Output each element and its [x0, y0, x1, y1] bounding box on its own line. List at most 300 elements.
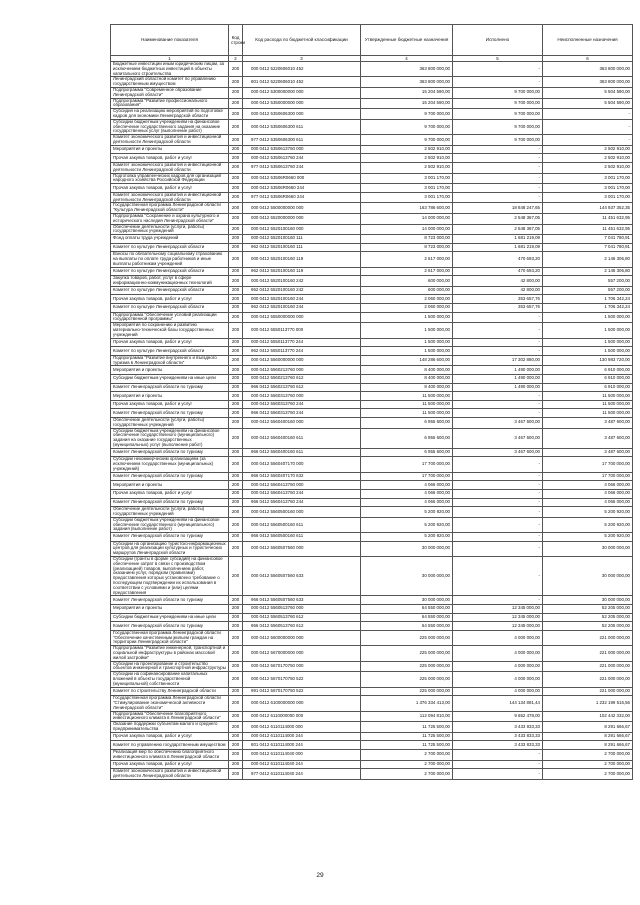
row-executed-amount: - [453, 154, 543, 163]
row-line-code: 200 [229, 769, 243, 780]
row-indicator-name: Комитет Ленинградской области по туризму [111, 472, 229, 481]
row-classification-code: 000 0412 5560407170 000 [243, 457, 361, 472]
row-unexecuted-amount: 17 700 000,00 [543, 472, 633, 481]
table-row [111, 192, 633, 203]
row-classification-code: 977 0412 53506R0660 244 [243, 192, 361, 203]
row-indicator-name: Субсидии на проектирование и строительство объектов инженерной и транспортной инфраструктуры [111, 661, 229, 672]
row-executed-amount: - [453, 541, 543, 556]
row-unexecuted-amount: 11 500 000,00 [543, 400, 633, 409]
row-line-code: 200 [229, 383, 243, 392]
row-approved-amount: 225 000 000,00 [361, 687, 453, 696]
page-number: 29 [316, 872, 324, 879]
row-unexecuted-amount: 4 066 000,00 [543, 481, 633, 490]
row-executed-amount: - [453, 481, 543, 490]
row-approved-amount: 11 500 000,00 [361, 400, 453, 409]
row-executed-amount: 9 700 000,00 [453, 119, 543, 134]
row-line-code: 200 [229, 732, 243, 741]
table-header-row [111, 25, 633, 56]
row-line-code: 200 [229, 687, 243, 696]
row-classification-code: 000 0412 5550113770 244 [243, 338, 361, 347]
row-classification-code: 000 0412 5350606300 000 [243, 109, 361, 120]
row-classification-code: 000 0412 5560513760 612 [243, 613, 361, 622]
row-approved-amount: 225 000 000,00 [361, 630, 453, 645]
table-row [111, 732, 633, 741]
table-row [111, 135, 633, 146]
row-indicator-name: Бюджетные инвестиции иным юридическим лицам, за исключением бюджетных инвестиций в объекты капитального строительства [111, 62, 229, 77]
row-indicator-name: Государственная программа Ленинградской области "Обеспечение качественным жильем граждан на территории Ленинградской области" [111, 630, 229, 645]
table-row [111, 203, 633, 214]
row-unexecuted-amount: - [543, 109, 633, 120]
row-unexecuted-amount: 52 205 000,00 [543, 613, 633, 622]
row-classification-code: 000 0412 6110114000 000 [243, 722, 361, 733]
row-executed-amount: - [453, 596, 543, 605]
row-approved-amount: 17 700 000,00 [361, 472, 453, 481]
row-classification-code: 000 0412 5560313760 000 [243, 392, 361, 401]
row-approved-amount: 30 000 000,00 [361, 557, 453, 596]
row-executed-amount: 2 548 367,05 [453, 224, 543, 235]
table-row [111, 749, 633, 760]
row-approved-amount: 2 502 910,00 [361, 162, 453, 173]
row-indicator-name: Обеспечение деятельности (услуги, работы) государственных учреждений [111, 507, 229, 518]
row-classification-code: 000 0412 6110114040 000 [243, 749, 361, 760]
row-unexecuted-amount: 1 706 342,24 [543, 304, 633, 313]
row-indicator-name: Подпрограмма "Сохранение и охрана культурного и исторического наследия Ленинградской области" [111, 213, 229, 224]
row-approved-amount: 9 700 000,00 [361, 119, 453, 134]
table-row [111, 323, 633, 338]
row-approved-amount: 1 500 000,00 [361, 323, 453, 338]
row-unexecuted-amount: 221 000 000,00 [543, 630, 633, 645]
row-indicator-name: Прочая закупка товаров, работ и услуг [111, 184, 229, 193]
table-row [111, 541, 633, 556]
row-executed-amount: 353 657,76 [453, 304, 543, 313]
table-row [111, 235, 633, 244]
row-approved-amount: 11 725 500,00 [361, 732, 453, 741]
row-classification-code: 000 0412 5560507560 000 [243, 541, 361, 556]
row-classification-code: 966 0412 5560413760 244 [243, 498, 361, 507]
row-classification-code: 000 0412 5520000000 000 [243, 213, 361, 224]
row-line-code: 200 [229, 312, 243, 323]
row-approved-amount: 600 000,00 [361, 276, 453, 287]
row-indicator-name: Комитет по культуре Ленинградской области [111, 347, 229, 356]
column-number: 5 [453, 56, 543, 62]
row-line-code: 200 [229, 184, 243, 193]
row-indicator-name: Комитет Ленинградской области по туризму [111, 622, 229, 631]
row-classification-code: 000 0412 6110114040 244 [243, 760, 361, 769]
row-executed-amount: - [453, 347, 543, 356]
row-approved-amount: 2 617 000,00 [361, 267, 453, 276]
row-classification-code: 000 0412 5600000000 000 [243, 630, 361, 645]
table-row [111, 417, 633, 428]
row-approved-amount: 6 955 600,00 [361, 417, 453, 428]
row-approved-amount: 17 700 000,00 [361, 457, 453, 472]
row-executed-amount: - [453, 749, 543, 760]
table-row [111, 489, 633, 498]
row-approved-amount: 1 500 000,00 [361, 347, 453, 356]
row-line-code: 200 [229, 203, 243, 214]
row-indicator-name: Субсидии бюджетным учреждениям на финансовое обеспечение государственного задания на оказание государственных услуг (выполнение работ) [111, 119, 229, 134]
row-approved-amount: 2 617 000,00 [361, 252, 453, 267]
row-executed-amount: 4 000 000,00 [453, 661, 543, 672]
row-executed-amount: 17 302 880,00 [453, 355, 543, 366]
row-indicator-name: Оказание поддержки субъектам малого и среднего предпринимательства [111, 722, 229, 733]
row-classification-code: 801 0412 5220606010 452 [243, 77, 361, 88]
row-line-code: 200 [229, 472, 243, 481]
row-classification-code: 000 0412 5560213760 000 [243, 366, 361, 375]
row-approved-amount: 2 060 000,00 [361, 295, 453, 304]
table-row [111, 213, 633, 224]
row-approved-amount: 225 000 000,00 [361, 661, 453, 672]
row-indicator-name: Комитет экономического развития и инвестиционной деятельности Ленинградской области [111, 135, 229, 146]
row-indicator-name: Государственная программа Ленинградской области "Культура Ленинградской области" [111, 203, 229, 214]
row-line-code: 200 [229, 77, 243, 88]
row-unexecuted-amount: 1 232 199 516,56 [543, 696, 633, 711]
table-row [111, 630, 633, 645]
row-indicator-name: Субсидии некоммерческим организациям (за исключением государственных (муниципальных) учреждений) [111, 457, 229, 472]
row-approved-amount: 225 000 000,00 [361, 646, 453, 661]
row-unexecuted-amount: 2 146 306,80 [543, 267, 633, 276]
row-unexecuted-amount: 7 041 780,91 [543, 235, 633, 244]
row-approved-amount: 15 204 590,00 [361, 87, 453, 98]
row-classification-code: 966 0412 5560500160 611 [243, 533, 361, 542]
row-executed-amount: - [453, 62, 543, 77]
row-indicator-name: Прочая закупка товаров, работ и услуг [111, 154, 229, 163]
table-row [111, 62, 633, 77]
row-indicator-name: Субсидии на софинансирование капитальных вложений в объекты государственной (муниципальной) собственности [111, 672, 229, 687]
row-indicator-name: Субсидии на организацию туристско-информационных центров для реализации культурных и туристических маршрутов Ленинградской области [111, 541, 229, 556]
row-unexecuted-amount: 7 041 780,91 [543, 243, 633, 252]
row-executed-amount: - [453, 498, 543, 507]
row-approved-amount: 9 700 000,00 [361, 135, 453, 146]
row-executed-amount: - [453, 557, 543, 596]
row-line-code: 200 [229, 154, 243, 163]
row-line-code: 200 [229, 696, 243, 711]
row-line-code: 200 [229, 62, 243, 77]
row-indicator-name: Комитет по культуре Ленинградской области [111, 304, 229, 313]
row-executed-amount: 3 433 833,33 [453, 741, 543, 750]
row-line-code: 200 [229, 448, 243, 457]
row-classification-code: 000 0412 5670000000 000 [243, 646, 361, 661]
table-row [111, 295, 633, 304]
row-executed-amount: 1 681 219,09 [453, 235, 543, 244]
row-indicator-name: Подпрограмма "Развитие внутреннего и въездного туризма в Ленинградской области" [111, 355, 229, 366]
table-row [111, 383, 633, 392]
row-classification-code: 000 0412 5560500160 000 [243, 507, 361, 518]
header-unexecuted-appropriations: Неисполненные назначения [543, 25, 633, 56]
table-row [111, 596, 633, 605]
row-unexecuted-amount: 8 291 666,67 [543, 732, 633, 741]
row-approved-amount: 3 001 170,00 [361, 173, 453, 184]
row-line-code: 200 [229, 243, 243, 252]
row-line-code: 200 [229, 557, 243, 596]
row-indicator-name: Комитет экономического развития и инвестиционной деятельности Ленинградской области [111, 162, 229, 173]
row-approved-amount: 9 700 000,00 [361, 109, 453, 120]
row-line-code: 200 [229, 286, 243, 295]
row-line-code: 200 [229, 596, 243, 605]
table-row [111, 428, 633, 448]
row-unexecuted-amount: 2 502 910,00 [543, 162, 633, 173]
table-row [111, 366, 633, 375]
row-classification-code: 000 0412 5550113770 000 [243, 323, 361, 338]
row-executed-amount: 3 433 833,33 [453, 732, 543, 741]
row-line-code: 200 [229, 498, 243, 507]
row-unexecuted-amount: 221 000 000,00 [543, 646, 633, 661]
header-budget-classification-code: Код расхода по бюджетной классификации [243, 25, 361, 56]
table-row [111, 119, 633, 134]
table-row [111, 481, 633, 490]
row-approved-amount: 11 725 500,00 [361, 741, 453, 750]
row-classification-code: 000 0412 5670170750 000 [243, 661, 361, 672]
row-indicator-name: Подготовка управленческих кадров для организаций народного хозяйства Российской Федерации [111, 173, 229, 184]
row-classification-code: 000 0412 5560400160 611 [243, 428, 361, 448]
row-approved-amount: 2 502 910,00 [361, 145, 453, 154]
row-classification-code: 966 0412 5560400160 611 [243, 448, 361, 457]
row-approved-amount: 14 000 000,00 [361, 213, 453, 224]
table-row [111, 646, 633, 661]
row-executed-amount: - [453, 323, 543, 338]
row-approved-amount: 363 800 000,00 [361, 62, 453, 77]
table-row [111, 145, 633, 154]
table-row [111, 672, 633, 687]
row-classification-code: 000 0412 5350613760 000 [243, 145, 361, 154]
row-approved-amount: 2 502 910,00 [361, 154, 453, 163]
row-classification-code: 000 0412 5560507560 633 [243, 557, 361, 596]
row-classification-code: 000 0412 5350000000 000 [243, 98, 361, 109]
row-classification-code: 000 0412 5560413760 244 [243, 489, 361, 498]
row-executed-amount: - [453, 145, 543, 154]
row-unexecuted-amount: 11 451 632,95 [543, 224, 633, 235]
row-line-code: 200 [229, 622, 243, 631]
row-unexecuted-amount: 363 800 000,00 [543, 62, 633, 77]
row-unexecuted-amount: 6 910 000,00 [543, 366, 633, 375]
row-unexecuted-amount: 363 800 000,00 [543, 77, 633, 88]
row-executed-amount: - [453, 489, 543, 498]
row-approved-amount: 2 060 000,00 [361, 304, 453, 313]
row-unexecuted-amount: 5 504 590,00 [543, 87, 633, 98]
row-indicator-name: Мероприятия и проекты [111, 392, 229, 401]
column-number: 2 [229, 56, 243, 62]
row-unexecuted-amount: 6 910 000,00 [543, 383, 633, 392]
row-executed-amount: 18 848 247,65 [453, 203, 543, 214]
row-executed-amount: - [453, 162, 543, 173]
row-unexecuted-amount: 130 983 720,00 [543, 355, 633, 366]
row-unexecuted-amount: 1 500 000,00 [543, 338, 633, 347]
row-indicator-name: Комитет по культуре Ленинградской области [111, 267, 229, 276]
row-classification-code: 000 0412 6100000000 000 [243, 696, 361, 711]
row-executed-amount: 3 467 600,00 [453, 448, 543, 457]
row-line-code: 200 [229, 646, 243, 661]
column-number: 1 [111, 56, 229, 62]
table-row [111, 87, 633, 98]
table-row [111, 338, 633, 347]
row-classification-code: 000 0412 6110000000 000 [243, 711, 361, 722]
row-executed-amount: - [453, 769, 543, 780]
row-approved-amount: 64 550 000,00 [361, 622, 453, 631]
row-line-code: 200 [229, 323, 243, 338]
row-classification-code: 000 0412 53506R0660 000 [243, 173, 361, 184]
row-indicator-name: Подпрограмма "Развитие инженерной, транспортной и социальной инфраструктуры в районах массовой жилой застройки" [111, 646, 229, 661]
table-row [111, 457, 633, 472]
row-executed-amount: 12 345 000,00 [453, 605, 543, 614]
row-executed-amount: - [453, 312, 543, 323]
table-row [111, 276, 633, 287]
row-unexecuted-amount: 2 700 000,00 [543, 749, 633, 760]
table-row [111, 722, 633, 733]
table-row [111, 184, 633, 193]
row-line-code: 200 [229, 613, 243, 622]
row-executed-amount: 1 490 000,00 [453, 366, 543, 375]
table-row [111, 400, 633, 409]
row-approved-amount: 8 400 000,00 [361, 366, 453, 375]
row-classification-code: 000 0412 5560313760 244 [243, 400, 361, 409]
header-executed: Исполнено [453, 25, 543, 56]
row-classification-code: 000 0412 5520100160 242 [243, 276, 361, 287]
row-unexecuted-amount: 5 200 920,00 [543, 507, 633, 518]
column-number: 6 [543, 56, 633, 62]
row-unexecuted-amount: 3 487 600,00 [543, 428, 633, 448]
row-executed-amount: 3 467 600,00 [453, 428, 543, 448]
row-classification-code: 801 0412 6110114000 244 [243, 741, 361, 750]
table-row [111, 696, 633, 711]
column-number: 3 [243, 56, 361, 62]
row-classification-code: 966 0412 5560213760 612 [243, 383, 361, 392]
row-approved-amount: 8 723 000,00 [361, 235, 453, 244]
row-unexecuted-amount: 144 937 352,35 [543, 203, 633, 214]
row-executed-amount: - [453, 760, 543, 769]
row-line-code: 200 [229, 109, 243, 120]
row-approved-amount: 8 400 000,00 [361, 375, 453, 384]
row-classification-code: 977 0412 6110114040 244 [243, 769, 361, 780]
row-line-code: 200 [229, 517, 243, 532]
table-row [111, 661, 633, 672]
row-line-code: 200 [229, 366, 243, 375]
row-unexecuted-amount: 1 500 000,00 [543, 323, 633, 338]
row-indicator-name: Субсидии бюджетным учреждениям на иные цели [111, 375, 229, 384]
row-line-code: 200 [229, 711, 243, 722]
row-approved-amount: 11 500 000,00 [361, 409, 453, 418]
row-unexecuted-amount: 30 000 000,00 [543, 557, 633, 596]
row-executed-amount: 42 800,00 [453, 276, 543, 287]
row-executed-amount: 9 652 478,00 [453, 711, 543, 722]
table-row [111, 224, 633, 235]
row-approved-amount: 6 955 600,00 [361, 428, 453, 448]
row-indicator-name: Мероприятия и проекты [111, 366, 229, 375]
row-indicator-name: Комитет Ленинградской области по туризму [111, 383, 229, 392]
row-indicator-name: Прочая закупка товаров, работ и услуг [111, 760, 229, 769]
row-approved-amount: 5 200 920,00 [361, 533, 453, 542]
row-approved-amount: 2 700 000,00 [361, 769, 453, 780]
table-row [111, 312, 633, 323]
row-unexecuted-amount: 52 205 000,00 [543, 605, 633, 614]
row-line-code: 200 [229, 409, 243, 418]
row-approved-amount: 3 001 170,00 [361, 184, 453, 193]
row-approved-amount: 30 000 000,00 [361, 596, 453, 605]
row-unexecuted-amount: 11 500 000,00 [543, 409, 633, 418]
table-row [111, 173, 633, 184]
row-classification-code: 000 0412 5350613760 244 [243, 154, 361, 163]
row-classification-code: 000 0412 5520100160 111 [243, 235, 361, 244]
row-classification-code: 000 0412 5500000000 000 [243, 203, 361, 214]
row-approved-amount: 5 200 920,00 [361, 517, 453, 532]
row-line-code: 200 [229, 605, 243, 614]
row-line-code: 200 [229, 145, 243, 154]
row-unexecuted-amount: 5 200 920,00 [543, 517, 633, 532]
row-indicator-name: Субсидии бюджетным учреждениям на иные цели [111, 613, 229, 622]
row-line-code: 200 [229, 760, 243, 769]
row-executed-amount: - [453, 472, 543, 481]
row-executed-amount: 1 490 000,00 [453, 375, 543, 384]
row-executed-amount: - [453, 400, 543, 409]
row-classification-code: 966 0412 5560507560 633 [243, 596, 361, 605]
table-row [111, 109, 633, 120]
row-indicator-name: Субсидия на реализацию мероприятий по подготовке кадров для экономики Ленинградской области [111, 109, 229, 120]
table-row [111, 605, 633, 614]
row-line-code: 200 [229, 304, 243, 313]
row-unexecuted-amount: 557 200,00 [543, 276, 633, 287]
row-classification-code: 000 0412 53506R0660 244 [243, 184, 361, 193]
row-classification-code: 000 0412 5520100160 119 [243, 252, 361, 267]
row-line-code: 200 [229, 162, 243, 173]
row-indicator-name: Прочая закупка товаров, работ и услуг [111, 400, 229, 409]
row-indicator-name: Мероприятия и проекты [111, 145, 229, 154]
row-approved-amount: 64 550 000,00 [361, 605, 453, 614]
row-indicator-name: Мероприятия и проекты [111, 481, 229, 490]
row-executed-amount: 9 700 000,00 [453, 135, 543, 146]
row-indicator-name: Комитет Ленинградской области по туризму [111, 596, 229, 605]
row-indicator-name: Комитет по управлению государственным имуществом [111, 741, 229, 750]
table-row [111, 375, 633, 384]
row-executed-amount: 9 700 000,00 [453, 98, 543, 109]
row-indicator-name: Закупка товаров, работ, услуг в сфере информационно-коммуникационных технологий [111, 276, 229, 287]
row-unexecuted-amount: 3 001 170,00 [543, 192, 633, 203]
row-indicator-name: Реализация мер по обеспечению благоприятного инвестиционного климата в Ленинградской области [111, 749, 229, 760]
row-indicator-name: Обеспечение деятельности (услуги, работы) государственных учреждений [111, 224, 229, 235]
row-executed-amount: - [453, 173, 543, 184]
row-line-code: 200 [229, 295, 243, 304]
row-indicator-name: Прочая закупка товаров, работ и услуг [111, 295, 229, 304]
row-line-code: 200 [229, 338, 243, 347]
row-classification-code: 000 0412 5350606300 611 [243, 119, 361, 134]
row-unexecuted-amount: 3 487 600,00 [543, 417, 633, 428]
row-classification-code: 991 0412 5670170750 522 [243, 687, 361, 696]
row-unexecuted-amount: 102 442 332,00 [543, 711, 633, 722]
row-classification-code: 000 0412 5560213760 612 [243, 375, 361, 384]
row-indicator-name: Субсидии бюджетным учреждениям на финансовое обеспечение государственного (муниципального) задания (выполнение работ) [111, 517, 229, 532]
row-unexecuted-amount: 1 706 342,24 [543, 295, 633, 304]
row-executed-amount: 4 000 000,00 [453, 646, 543, 661]
row-approved-amount: 5 200 920,00 [361, 507, 453, 518]
row-line-code: 200 [229, 481, 243, 490]
table-row [111, 613, 633, 622]
row-line-code: 200 [229, 98, 243, 109]
table-row [111, 533, 633, 542]
row-approved-amount: 148 286 600,00 [361, 355, 453, 366]
row-unexecuted-amount: - [543, 135, 633, 146]
row-line-code: 200 [229, 741, 243, 750]
row-line-code: 200 [229, 749, 243, 760]
table-row [111, 517, 633, 532]
row-approved-amount: 64 550 000,00 [361, 613, 453, 622]
row-approved-amount: 4 066 000,00 [361, 498, 453, 507]
row-classification-code: 962 0412 5520100160 244 [243, 304, 361, 313]
row-unexecuted-amount: 8 291 666,67 [543, 722, 633, 733]
row-approved-amount: 3 001 170,00 [361, 192, 453, 203]
row-indicator-name: Мероприятия и проекты [111, 605, 229, 614]
row-indicator-name: Ленинградский областной комитет по управлению государственным имуществом [111, 77, 229, 88]
row-classification-code: 000 0412 5560513760 000 [243, 605, 361, 614]
row-indicator-name: Комитет Ленинградской области по туризму [111, 498, 229, 507]
row-indicator-name: Подпрограмма "Обеспечение условий реализации государственной программы" [111, 312, 229, 323]
row-approved-amount: 1 500 000,00 [361, 312, 453, 323]
